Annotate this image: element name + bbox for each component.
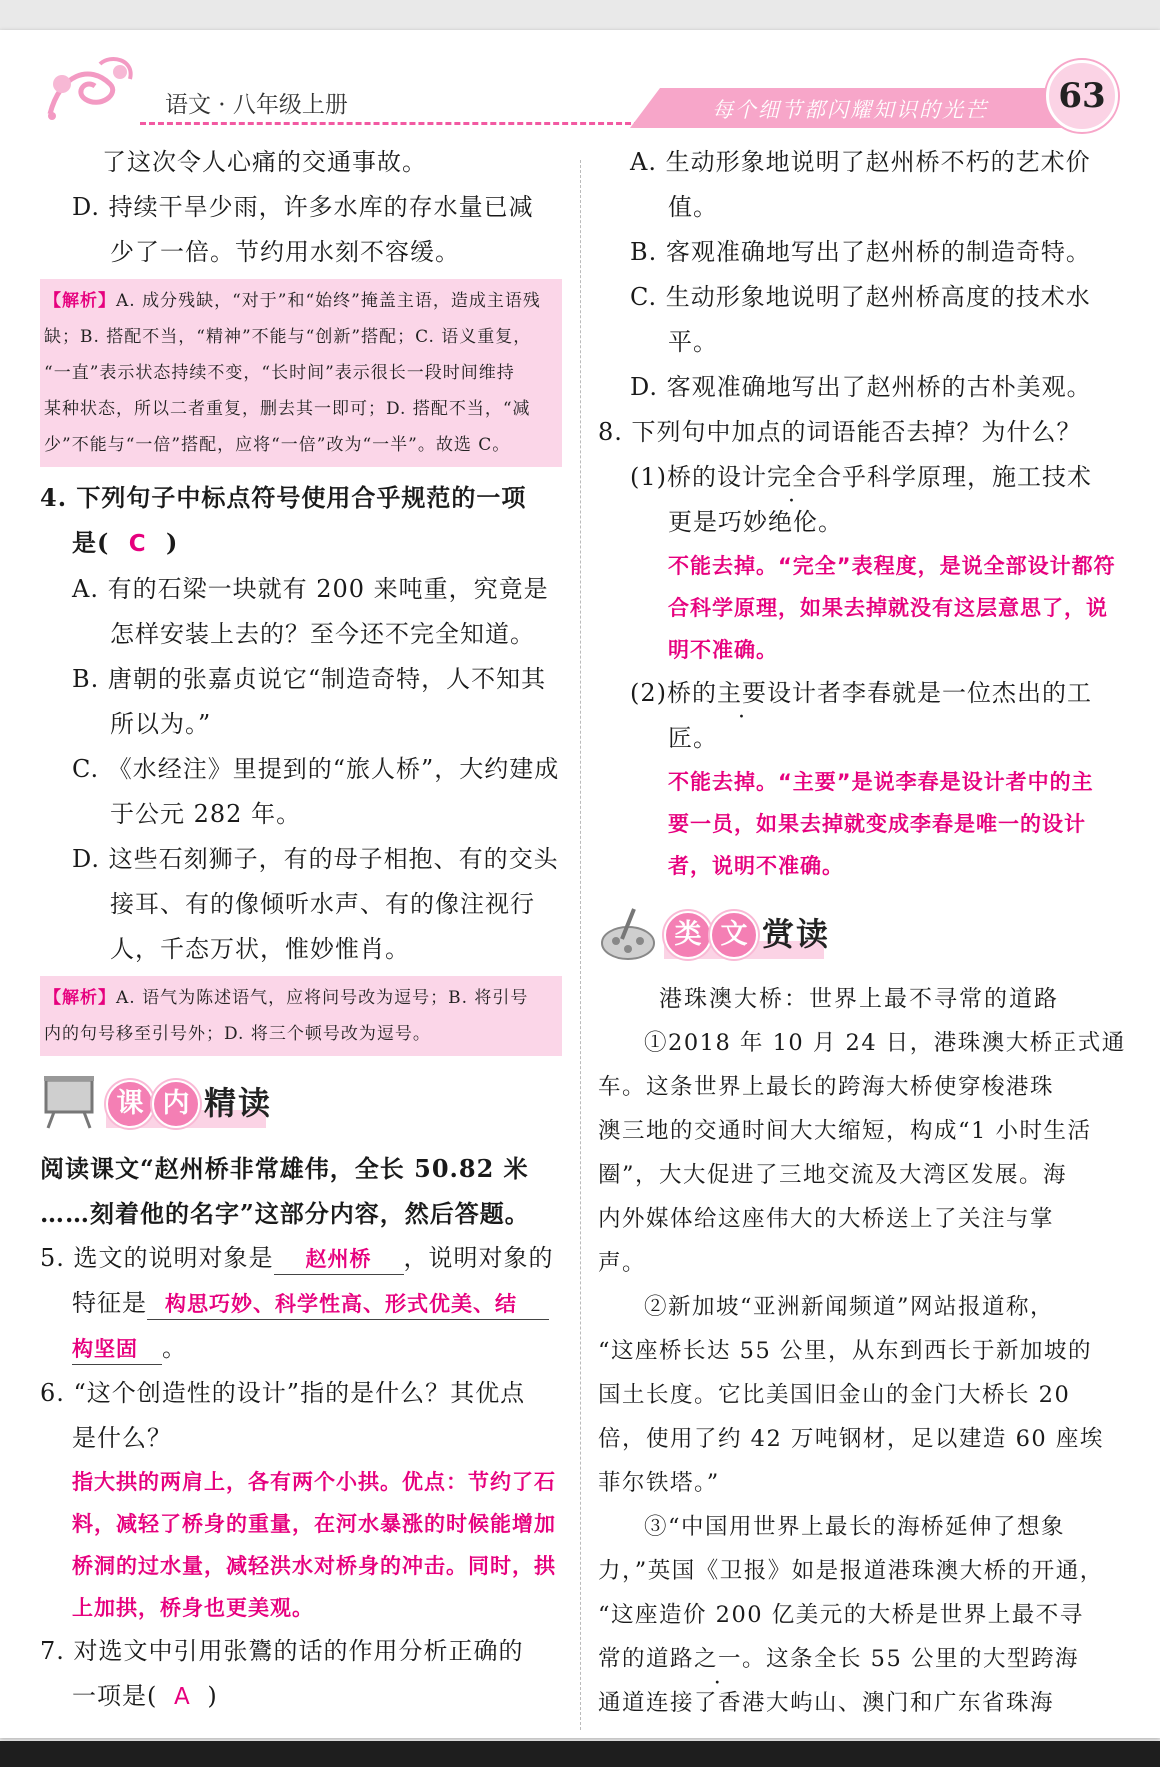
question-8-1-line2: 更是巧妙绝伦。 <box>668 508 843 536</box>
text-line: 了这次令人心痛的交通事故。 <box>102 148 427 176</box>
analysis-text: 某种状态，所以二者重复，删去其一即可；D. 搭配不当，“减 <box>44 399 531 419</box>
article-paragraph-line: “这座造价 200 亿美元的大桥是世界上最不寻 <box>598 1602 1084 1628</box>
option-b-line: B. 唐朝的张嘉贞说它“制造奇特，人不知其 <box>72 665 547 693</box>
article-paragraph-line: 通道连接了香港大屿山、澳门和广东省珠海 <box>598 1690 1055 1716</box>
article-paragraph-line: 倍，使用了约 42 万吨钢材，足以建造 60 座埃 <box>598 1426 1104 1452</box>
article-paragraph-line <box>598 1637 1120 1681</box>
option-c-line: C. 《水经注》里提到的“旅人桥”，大约建成 <box>72 755 560 783</box>
analysis-tag: 【解析】 <box>44 291 116 311</box>
paint-palette-icon <box>598 905 658 965</box>
answer-text: 桥洞的过水量，减轻洪水对桥身的冲击。同时，拱 <box>72 1554 556 1578</box>
article-paragraph-line: ①2018 年 10 月 24 日，港珠澳大桥正式通 <box>644 1030 1126 1056</box>
q8-1-text: (1)桥的设计 <box>630 463 767 491</box>
option-a-line: A. 生动形象地说明了赵州桥不朽的艺术价 <box>630 148 1091 176</box>
option-d-line: 少了一倍。节约用水刻不容缓。 <box>110 238 460 266</box>
textbook-page <box>0 30 1160 1738</box>
question-7-suffix: ) <box>207 1682 218 1710</box>
answer-text: 指大拱的两肩上，各有两个小拱。优点：节约了石 <box>72 1470 556 1494</box>
option-d-line: 人，千态万状，惟妙惟肖。 <box>110 935 410 963</box>
answer-text: 要一员，如果去掉就变成李春是唯一的设计 <box>668 812 1086 836</box>
analysis-text: A. 语气为陈述语气，应将问号改为逗号；B. 将引号 <box>116 988 529 1008</box>
question-5-line3 <box>40 1326 562 1371</box>
article-paragraph-line: 声。 <box>598 1250 647 1276</box>
header-slogan: 每个细节都闪耀知识的光芒 <box>712 98 988 122</box>
heading-char-circle: 课 <box>106 1080 154 1128</box>
left-column <box>40 140 562 1720</box>
answer-text: 料，减轻了桥身的重量，在河水暴涨的时候能增加 <box>72 1512 556 1536</box>
article-paragraph-line: ②新加坡“亚洲新闻频道”网站报道称， <box>644 1294 1055 1320</box>
answer-text: 者，说明不准确。 <box>668 854 844 878</box>
option-c-line: C. 生动形象地说明了赵州桥高度的技术水 <box>630 283 1091 311</box>
option-d-line: D. 持续干旱少雨，许多水库的存水量已减 <box>72 193 534 221</box>
analysis-tag: 【解析】 <box>44 988 116 1008</box>
analysis-text: 缺；B. 搭配不当，“精神”不能与“创新”搭配；C. 语义重复， <box>44 327 532 347</box>
article-paragraph-line: 国土长度。它比美国旧金山的金门大桥长 20 <box>598 1382 1071 1408</box>
analysis-box <box>40 279 562 467</box>
option-d-line: 接耳、有的像倾听水声、有的像注视行 <box>110 890 535 918</box>
analysis-box <box>40 976 562 1056</box>
answer-text: 不能去掉。“完全”表程度，是说全部设计都符 <box>668 554 1116 578</box>
question-7-answer: A <box>174 1684 191 1710</box>
question-4-answer: C <box>128 531 147 557</box>
article-text: 。这条全长 55 公里的大型跨海 <box>742 1646 1079 1672</box>
analysis-text: “一直”表示状态持续不变，“长时间”表示很长一段时间维持 <box>44 363 515 383</box>
question-5-stem: 特征是 <box>72 1289 147 1317</box>
question-8-2-line1 <box>598 671 1120 716</box>
question-8-1-line1 <box>598 455 1120 500</box>
question-8-2-line2: 匠。 <box>668 724 718 752</box>
article-paragraph-line: 菲尔铁塔。” <box>598 1470 720 1496</box>
answer-blank[interactable]: 构思巧妙、科学性高、形式优美、结 <box>147 1289 549 1320</box>
article-text: 常的道路 <box>598 1646 695 1672</box>
option-a-line: 值。 <box>668 193 718 221</box>
option-b-line: B. 客观准确地写出了赵州桥的制造奇特。 <box>630 238 1091 266</box>
heading-char-circle: 内 <box>152 1080 200 1128</box>
answer-text: 上加拱，桥身也更美观。 <box>72 1596 314 1620</box>
answer-text: 合科学原理，如果去掉就没有这层意思了，说 <box>668 596 1108 620</box>
question-4-prefix: 是( <box>72 528 110 557</box>
question-4-stem-line2 <box>40 520 562 567</box>
question-4-stem: 4. 下列句子中标点符号使用合乎规范的一项 <box>40 483 527 512</box>
question-5-stem: 。 <box>162 1334 187 1362</box>
dotted-word: 完全 <box>767 463 817 491</box>
option-c-line: 于公元 282 年。 <box>110 800 302 828</box>
question-7-prefix: 一项是( <box>72 1682 158 1710</box>
article-paragraph-line: ③“中国用世界上最长的海桥延伸了想象 <box>644 1514 1066 1540</box>
question-6-stem: 是什么？ <box>72 1424 172 1452</box>
heading-word: 精读 <box>204 1084 273 1122</box>
bottom-bar <box>0 1741 1160 1767</box>
question-5-stem: 5. 选文的说明对象是 <box>40 1244 274 1272</box>
question-5-stem: ，说明对象的 <box>403 1244 554 1272</box>
answer-text: 不能去掉。“主要”是说李春是设计者中的主 <box>668 770 1094 794</box>
right-column <box>598 140 1126 1725</box>
analysis-text: 少”不能与“一倍”搭配，应将“一倍”改为“一半”。故选 C。 <box>44 435 511 455</box>
article-paragraph-line: 圈”，大大促进了三地交流及大湾区发展。海 <box>598 1162 1068 1188</box>
page-number: 63 <box>1046 60 1118 132</box>
question-7-stem: 7. 对选文中引用张鷟的话的作用分析正确的 <box>40 1637 524 1665</box>
option-c-line: 平。 <box>668 328 718 356</box>
q8-2-text: 设计者李春就是一位杰出的工 <box>767 679 1092 707</box>
article-paragraph-line: 澳三地的交通时间大大缩短，构成“1 小时生活 <box>598 1118 1092 1144</box>
article-title: 港珠澳大桥：世界上最不寻常的道路 <box>659 986 1059 1012</box>
section-heading-intensive-reading <box>40 1068 562 1138</box>
article-paragraph-line: 力，”英国《卫报》如是报道港珠澳大桥的开通， <box>598 1558 1104 1584</box>
reading-instruction: 阅读课文“赵州桥非常雄伟，全长 50.82 米 <box>40 1154 529 1183</box>
article-paragraph-line: 车。这条世界上最长的跨海大桥使穿梭港珠 <box>598 1074 1055 1100</box>
question-8-stem: 8. 下列句中加点的词语能否去掉？为什么？ <box>598 418 1082 446</box>
option-a-line: 怎样安装上去的？至今还不完全知道。 <box>110 620 535 648</box>
analysis-text: 内的句号移至引号外；D. 将三个顿号改为逗号。 <box>44 1024 431 1044</box>
column-divider <box>580 160 581 1730</box>
article-paragraph-line: 内外媒体给这座伟大的大桥送上了关注与掌 <box>598 1206 1055 1232</box>
article-paragraph-line: “这座桥长达 55 公里，从东到西长于新加坡的 <box>598 1338 1092 1364</box>
heading-char-circle: 类 <box>664 911 712 959</box>
flower-ornament-icon <box>40 54 140 124</box>
header-dashed-rule <box>140 122 640 125</box>
question-5-line1 <box>40 1236 562 1281</box>
section-heading-related-reading <box>598 899 1120 969</box>
question-7-stem-line2 <box>40 1674 562 1720</box>
dotted-word: 主要 <box>717 679 767 707</box>
dotted-word: 之一 <box>694 1646 743 1672</box>
easel-board-icon <box>40 1074 98 1130</box>
answer-text: 明不准确。 <box>668 638 778 662</box>
question-4-suffix: ) <box>165 528 179 557</box>
q8-1-text: 合乎科学原理，施工技术 <box>817 463 1092 491</box>
heading-word: 赏读 <box>762 915 831 953</box>
reading-instruction: ……刻着他的名字”这部分内容，然后答题。 <box>40 1199 530 1228</box>
answer-blank[interactable]: 构坚固 <box>72 1334 162 1365</box>
analysis-text: A. 成分残缺，“对于”和“始终”掩盖主语，造成主语残 <box>116 291 541 311</box>
option-d-line: D. 这些石刻狮子，有的母子相抱、有的交头 <box>72 845 559 873</box>
q8-2-text: (2)桥的 <box>630 679 717 707</box>
book-subject: 语文 · 八年级上册 <box>165 92 348 118</box>
question-6-stem: 6. “这个创造性的设计”指的是什么？其优点 <box>40 1379 526 1407</box>
question-5-line2 <box>40 1281 562 1326</box>
option-d-line: D. 客观准确地写出了赵州桥的古朴美观。 <box>630 373 1092 401</box>
heading-char-circle: 文 <box>710 911 758 959</box>
option-a-line: A. 有的石梁一块就有 200 来吨重，究竟是 <box>72 575 549 603</box>
option-b-line: 所以为。” <box>110 710 212 738</box>
answer-blank[interactable]: 赵州桥 <box>274 1244 404 1275</box>
